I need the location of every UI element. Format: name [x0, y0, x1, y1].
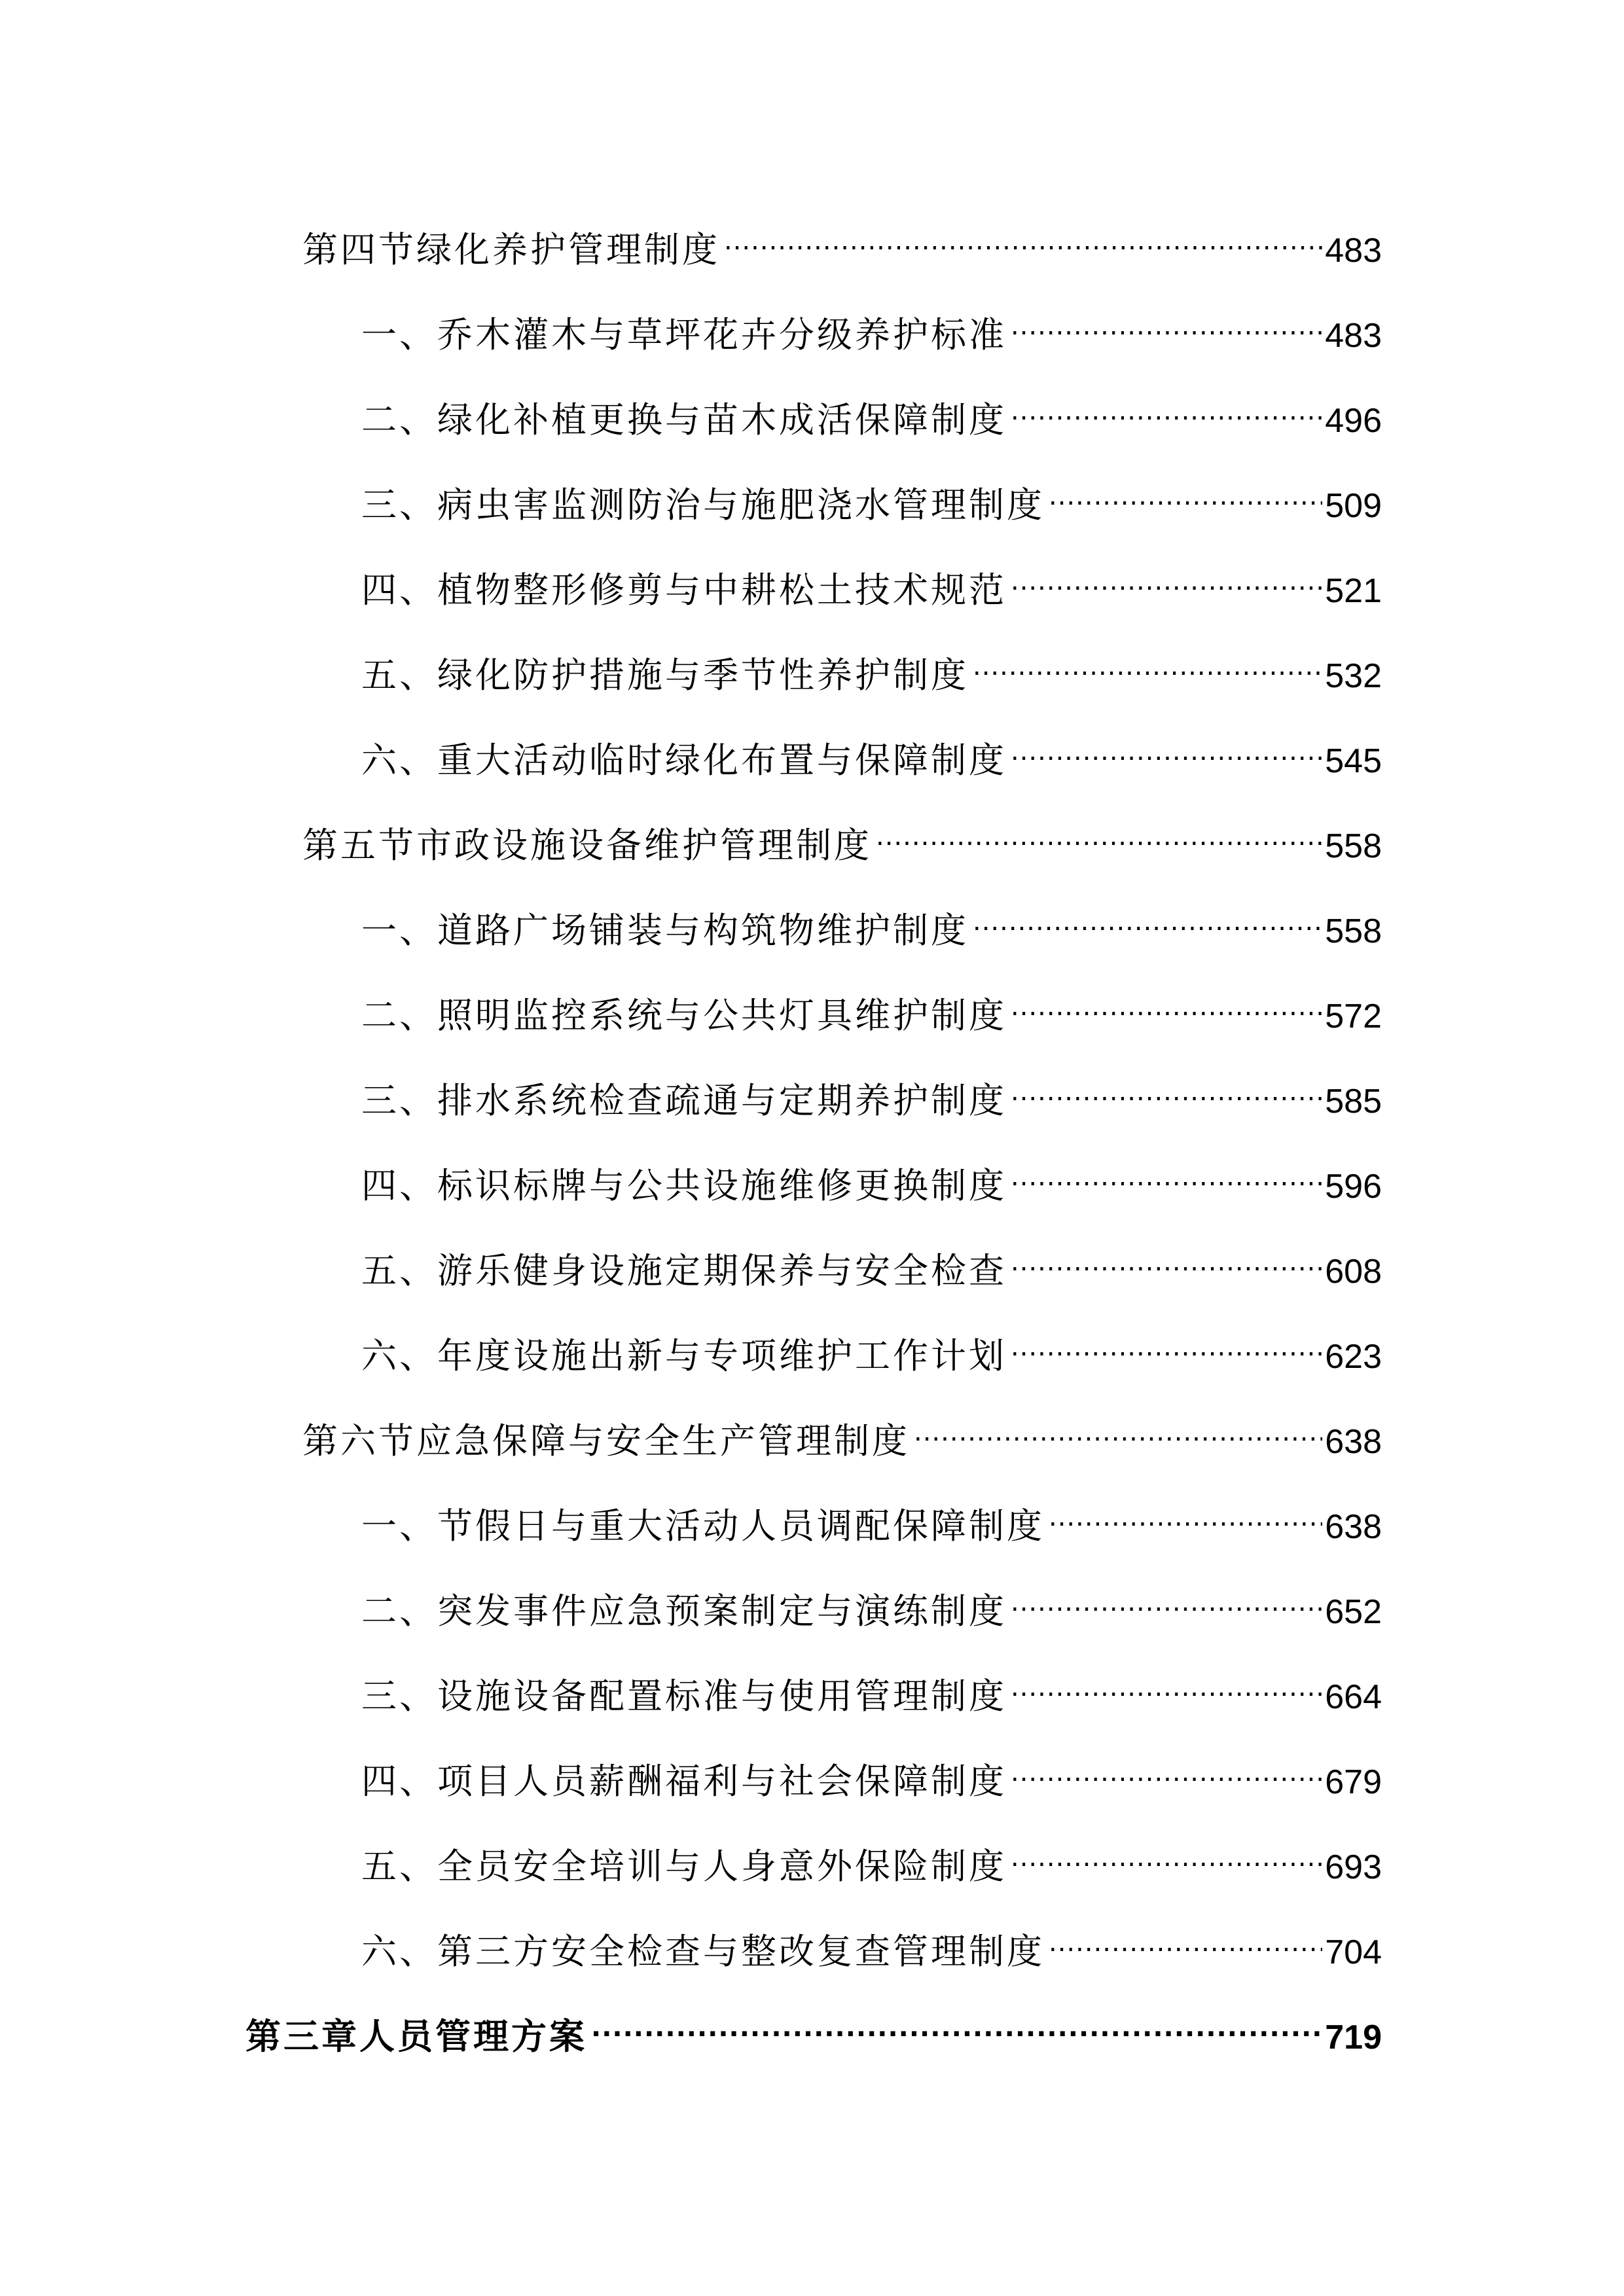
toc-entry-page: 719: [1325, 2018, 1382, 2056]
toc-entry-title: 一、节假日与重大活动人员调配保障制度: [361, 1505, 1045, 1547]
toc-dot-leader: [1011, 1321, 1322, 1368]
toc-entry-chapter[interactable]: [245, 2001, 1382, 2057]
toc-dot-leader: [973, 895, 1322, 942]
toc-entry-page: 483: [1325, 232, 1382, 270]
toc-entry-title: 五、全员安全培训与人身意外保险制度: [361, 1846, 1007, 1887]
toc-entry-title: 三、设施设备配置标准与使用管理制度: [361, 1676, 1007, 1717]
toc-dot-leader: [591, 2001, 1322, 2049]
toc-entry-title: 四、标识标牌与公共设施维修更换制度: [361, 1165, 1007, 1206]
toc-entry-page: 704: [1325, 1933, 1382, 1971]
toc-entry-page: 483: [1325, 317, 1382, 355]
toc-dot-leader: [1011, 725, 1322, 772]
toc-entry[interactable]: [361, 1831, 1382, 1887]
toc-dot-leader: [1049, 1491, 1322, 1538]
toc-entry-title: 四、项目人员薪酬福利与社会保障制度: [361, 1761, 1007, 1802]
toc-dot-leader: [1011, 1066, 1322, 1113]
toc-entry-page: 664: [1325, 1678, 1382, 1716]
toc-entry[interactable]: [361, 1491, 1382, 1547]
toc-entry-title: 一、道路广场铺装与构筑物维护制度: [361, 910, 969, 951]
toc-dot-leader: [876, 810, 1322, 857]
toc-entry-title: 一、乔木灌木与草坪花卉分级养护标准: [361, 314, 1007, 355]
toc-dot-leader: [1049, 470, 1322, 517]
toc-dot-leader: [1011, 1661, 1322, 1708]
toc-entry[interactable]: [302, 810, 1382, 866]
toc-dot-leader: [724, 215, 1322, 262]
toc-entry-title: 五、游乐健身设施定期保养与安全检查: [361, 1250, 1007, 1291]
toc-entry-page: 596: [1325, 1168, 1382, 1206]
toc-entry-page: 679: [1325, 1763, 1382, 1801]
toc-entry[interactable]: [361, 1576, 1382, 1632]
toc-entry-page: 496: [1325, 402, 1382, 440]
toc-entry[interactable]: [361, 555, 1382, 611]
toc-entry[interactable]: [361, 1916, 1382, 1972]
toc-entry-page: 608: [1325, 1253, 1382, 1291]
toc-entry[interactable]: [361, 980, 1382, 1036]
toc-entry-title: 第四节绿化养护管理制度: [302, 229, 720, 270]
toc-entry[interactable]: [361, 300, 1382, 355]
toc-entry-page: 509: [1325, 487, 1382, 525]
toc-entry[interactable]: [361, 1661, 1382, 1717]
toc-dot-leader: [1011, 385, 1322, 432]
toc-entry-title: 二、绿化补植更换与苗木成活保障制度: [361, 399, 1007, 440]
toc-dot-leader: [1011, 980, 1322, 1028]
toc-entry-page: 558: [1325, 912, 1382, 950]
toc-entry-title: 二、突发事件应急预案制定与演练制度: [361, 1590, 1007, 1632]
toc-entry[interactable]: [361, 385, 1382, 440]
toc-entry-title: 六、第三方安全检查与整改复查管理制度: [361, 1931, 1045, 1972]
toc-entry-title: 四、植物整形修剪与中耕松土技术规范: [361, 569, 1007, 611]
toc-entry-page: 652: [1325, 1593, 1382, 1631]
toc-entry-page: 532: [1325, 657, 1382, 695]
toc-entry-title: 三、病虫害监测防治与施肥浇水管理制度: [361, 484, 1045, 526]
toc-entry[interactable]: [361, 1321, 1382, 1376]
toc-entry[interactable]: [361, 1151, 1382, 1206]
toc-entry[interactable]: [361, 640, 1382, 696]
toc-entry-page: 521: [1325, 572, 1382, 610]
toc-entry[interactable]: [361, 1236, 1382, 1291]
toc-entry-title: 第六节应急保障与安全生产管理制度: [302, 1420, 910, 1462]
toc-entry[interactable]: [361, 725, 1382, 781]
toc-dot-leader: [973, 640, 1322, 687]
toc-entry-title: 六、年度设施出新与专项维护工作计划: [361, 1335, 1007, 1376]
toc-entry-title: 第五节市政设施设备维护管理制度: [302, 825, 872, 866]
toc-entry-page: 638: [1325, 1423, 1382, 1461]
toc-entry[interactable]: [361, 470, 1382, 526]
toc-dot-leader: [1011, 1236, 1322, 1283]
toc-dot-leader: [1011, 1831, 1322, 1878]
toc-dot-leader: [1011, 1576, 1322, 1623]
toc-entry-page: 558: [1325, 827, 1382, 865]
toc-dot-leader: [1049, 1916, 1322, 1964]
toc-dot-leader: [1011, 555, 1322, 602]
toc-entry-title: 六、重大活动临时绿化布置与保障制度: [361, 740, 1007, 781]
toc-dot-leader: [914, 1406, 1322, 1453]
toc-entry[interactable]: [302, 1406, 1382, 1462]
toc-dot-leader: [1011, 1746, 1322, 1793]
toc-entry-title: 二、照明监控系统与公共灯具维护制度: [361, 995, 1007, 1036]
toc-entry[interactable]: [361, 895, 1382, 951]
toc-dot-leader: [1011, 1151, 1322, 1198]
toc-entry[interactable]: [361, 1066, 1382, 1121]
toc-entry-title: 三、排水系统检查疏通与定期养护制度: [361, 1080, 1007, 1121]
toc-entry-page: 638: [1325, 1508, 1382, 1546]
toc-entry[interactable]: [302, 215, 1382, 270]
toc-entry-page: 623: [1325, 1338, 1382, 1376]
toc-entry[interactable]: [361, 1746, 1382, 1802]
toc-entry-title: 第三章人员管理方案: [245, 2016, 587, 2057]
toc-entry-page: 585: [1325, 1083, 1382, 1121]
toc-dot-leader: [1011, 300, 1322, 347]
toc-entry-page: 693: [1325, 1848, 1382, 1886]
toc-entry-page: 545: [1325, 742, 1382, 780]
toc-entry-page: 572: [1325, 997, 1382, 1035]
toc-entry-title: 五、绿化防护措施与季节性养护制度: [361, 655, 969, 696]
